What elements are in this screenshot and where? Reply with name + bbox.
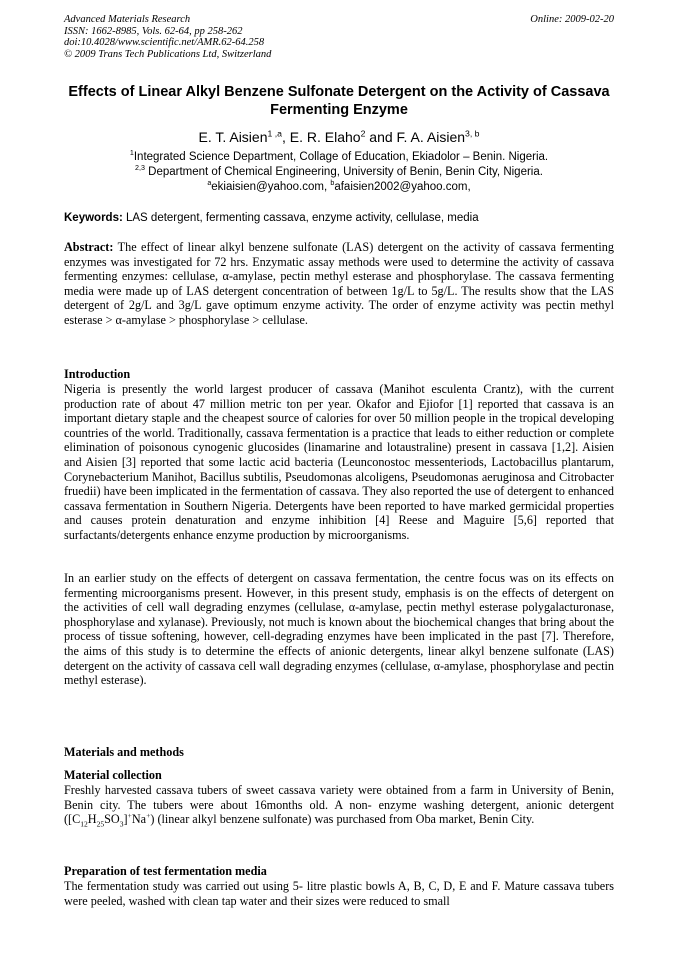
copyright-line: © 2009 Trans Tech Publications Ltd, Switzerland bbox=[64, 48, 272, 60]
formula-part: SO bbox=[104, 812, 120, 827]
intro-paragraph-2: In an earlier study on the effects of detergent on cassava fermentation, the centre focus was on its effects on fermenting microorganisms present. However, in this present study, emphasis is on the effects of detergent on the activities of cell wall degrading enzymes (cellulase, α-amylase, pectin methyl esterase polygalacturonase, phosphorylase and xylanase). Previously, not much is known about the biochemical changes that bring about the process of tissue softening, however, cell-degrading enzymes have been implicated in the past [7]. Therefore, the aims of this study is to determine the effects of anionic detergents, linear alkyl benzene sulfonate (LAS) detergent on the activity of cassava cell wall degrading enzymes (cellulase, α-amylase, phosphorylase and pectin methyl esterase). bbox=[64, 571, 614, 688]
intro-paragraph-1: Nigeria is presently the world largest producer of cassava (Manihot esculenta Crantz), with the current production rate of about 47 million metric ton per year. Okafor and Ejiofor [1] reported that cassava is an important dietary staple and the cheapest source of calories for over 50 million people in the tropical developing countries of the world. Traditionally, cassava fermentation is a practice that leads to either reduction or complete elimination of poisonous cynogenic glucosides (linamarine and lotaustraline) present in cassava [1,2]. Aisien and Aisien [3] reported that some lactic acid bacteria (Leunconostoc messenteriods, Lactobacillus plantarum, Corynebacterium Manihot, Bacillus subtilis, Pseudomonas alcoligens, Pseudomonas aeruginosa and Citrobacter fruedii) have been implicated in the fermentation of cassava. They also reported the use of detergent to enhanced cassava fermentation in Southern Nigeria. Detergents have been reported to have marked germicidal properties and causes protein denaturation and enzyme inhibition [4] Reese and Maguire [5,6] reported that surfactants/detergents enhance enzyme production by microorganisms. bbox=[64, 382, 614, 542]
keywords bbox=[64, 211, 614, 225]
collection-text: Freshly harvested cassava tubers of sweet cassava variety were obtained from a farm in University of Benin, Benin city. The tubers were about 16months old. A non- enzyme washing detergent, anionic detergent ([C bbox=[64, 783, 614, 827]
journal-header bbox=[64, 14, 614, 60]
doi-line: doi:10.4028/www.scientific.net/AMR.62-64.258 bbox=[64, 37, 265, 49]
affil-text: Integrated Science Department, Collage of Education, Ekiadolor – Benin. Nigeria. bbox=[133, 151, 549, 163]
section-heading-methods: Materials and methods bbox=[64, 745, 184, 759]
author-name: E. T. Aisien bbox=[198, 129, 268, 145]
formula-part: Na bbox=[131, 812, 147, 827]
collection-text: ) (linear alkyl benzene sulfonate) was purchased from Oba market, Benin City. bbox=[150, 812, 535, 827]
formula-charge: + bbox=[146, 811, 151, 821]
subsection-heading-collection: Material collection bbox=[64, 768, 162, 782]
paper-title: Effects of Linear Alkyl Benzene Sulfonate Detergent on the Activity of Cassava Fermenting Enzyme bbox=[68, 84, 610, 118]
keywords-text: LAS detergent, fermenting cassava, enzyme activity, cellulase, media bbox=[122, 212, 479, 224]
section-heading-introduction: Introduction bbox=[64, 367, 131, 381]
formula-sub: 25 bbox=[96, 819, 105, 829]
journal-name: Advanced Materials Research bbox=[64, 14, 191, 25]
subsection-heading-preparation: Preparation of test fermentation media bbox=[64, 864, 267, 878]
author-emails bbox=[64, 180, 614, 194]
issn-line: ISSN: 1662-8985, Vols. 62-64, pp 258-262 bbox=[64, 25, 243, 37]
formula-part: H bbox=[87, 812, 97, 827]
collection-paragraph bbox=[64, 783, 614, 827]
affil-mark: 2,3 bbox=[135, 164, 145, 173]
email-link[interactable]: afaisien2002@yahoo.com, bbox=[334, 181, 471, 193]
affil-text: Department of Chemical Engineering, University of Benin, Benin City, Nigeria. bbox=[144, 166, 543, 178]
email-link[interactable]: ekiaisien@yahoo.com, bbox=[211, 181, 331, 193]
formula-charge: + bbox=[127, 811, 132, 821]
affiliation-2 bbox=[64, 165, 614, 179]
email-mark: a bbox=[207, 179, 212, 188]
author-name: F. A. Aisien bbox=[396, 129, 466, 145]
author-affil-mark: 1 ,a bbox=[267, 128, 282, 139]
email-mark: b bbox=[330, 179, 335, 188]
author-name: E. R. Elaho bbox=[289, 129, 361, 145]
author-separator: , bbox=[281, 129, 290, 145]
abstract-label: Abstract: bbox=[64, 240, 114, 254]
author-affil-mark: 3, b bbox=[465, 128, 480, 139]
formula-part: ] bbox=[123, 812, 128, 827]
preparation-paragraph: The fermentation study was carried out using 5- litre plastic bowls A, B, C, D, E and F. Mature cassava tubers were peeled, washed with clean tap water and their sizes were reduced to small bbox=[64, 879, 614, 908]
abstract-text: The effect of linear alkyl benzene sulfonate (LAS) detergent on the activity of cassava fermenting enzymes was investigated for 72 hrs. Enzymatic assay methods were used to determine the activity of cassava fermenting enzymes: cellulase, α-amylase, pectin methyl esterase and phosphorylase. The cassava fermenting media were made up of LAS detergent concentration of between 1g/L to 5g/L. The results show that the LAS detergent of 2g/L and 3g/L gave optimum enzyme activity. The order of enzyme activity was pectin methyl esterase > α-amylase > phosphorylase > cellulase. bbox=[64, 240, 614, 327]
author-separator: and bbox=[365, 129, 397, 145]
formula-sub: 3 bbox=[119, 819, 124, 829]
abstract bbox=[64, 240, 614, 328]
keywords-label: Keywords: bbox=[64, 212, 123, 224]
affiliation-1 bbox=[64, 150, 614, 164]
online-date: Online: 2009-02-20 bbox=[530, 14, 614, 25]
author-affil-mark: 2 bbox=[360, 128, 366, 139]
formula-sub: 12 bbox=[80, 819, 88, 829]
affil-mark: 1 bbox=[129, 149, 134, 158]
author-list bbox=[64, 128, 614, 146]
